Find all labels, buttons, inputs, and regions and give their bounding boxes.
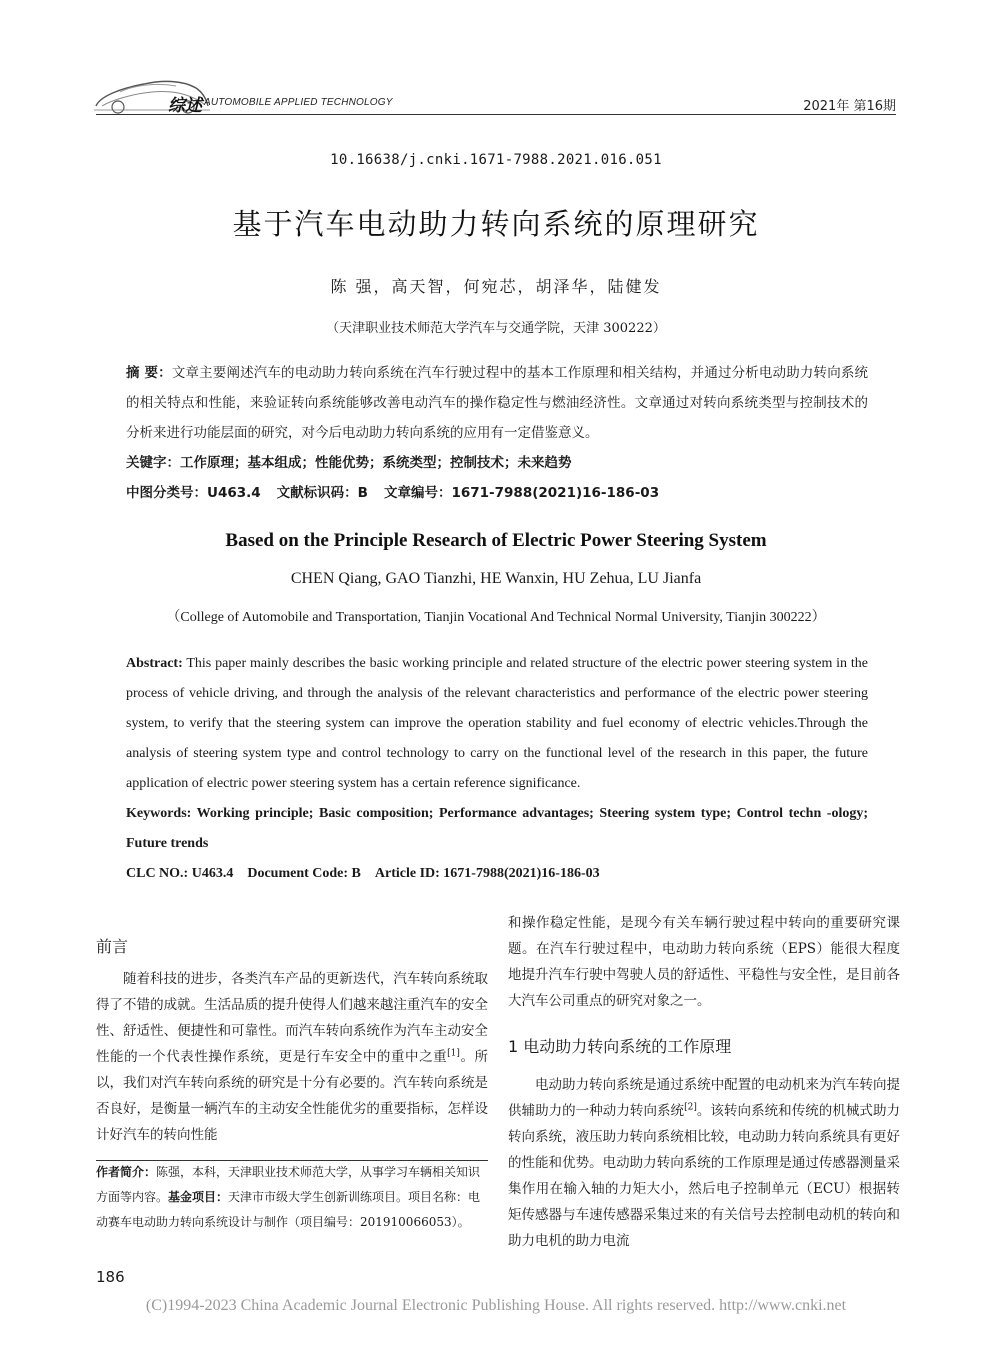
keywords-cn — [126, 448, 868, 478]
journal-name: AUTOMOBILE APPLIED TECHNOLOGY — [204, 97, 393, 108]
title-en: Based on the Principle Research of Electric Power Steering System — [225, 530, 767, 551]
right-column-body — [508, 910, 900, 1014]
section-brand: 综述 — [168, 96, 202, 116]
section-1-body — [508, 1072, 900, 1254]
article-no-cn: 文章编号：1671-7988(2021)16-186-03 — [383, 485, 660, 501]
abstract-en — [126, 649, 868, 799]
left-column-body — [96, 966, 488, 1148]
abstract-cn-text: 文章主要阐述汽车的电动助力转向系统在汽车行驶过程中的基本工作原理和相关结构，并通过分析电动助力转向系统的相关特点和性能，来验证转向系统能够改善电动汽车的操作稳定性与燃油经济性。文章通过对转向系统类型与控制技术的分析来进行功能层面的研究，对今后电动助力转向系统的应用有一定借鉴意义。 — [126, 365, 869, 441]
section-1-paragraph — [508, 1072, 900, 1254]
section-1-text-a: 电动助力转向系统是通过系统中配置的电动机来为汽车转向提供辅助力的一种动力转向系统 — [508, 1077, 900, 1119]
classification-cn — [126, 478, 868, 508]
abstract-cn — [126, 358, 868, 448]
classification-en — [126, 859, 868, 889]
abstract-cn-label: 摘 要： — [126, 365, 172, 381]
abstract-en-text: This paper mainly describes the basic working principle and related structure of the electric power steering system in the process of vehicle driving, and through the analysis of the relevant characteristics and performance of the electric power steering system, to verify that the steering system can improve the operation stability and fuel economy of electric vehicles.Through the analysis of steering system type and control technology to carry on the functional level of the research in this paper, the future application of electric power steering system has a certain reference significance. — [126, 656, 868, 791]
authors-en: CHEN Qiang, GAO Tianzhi, HE Wanxin, HU Zehua, LU Jianfa — [290, 570, 702, 587]
keywords-cn-label: 关键字： — [126, 455, 180, 471]
clc-cn: 中图分类号：U463.4 — [126, 485, 261, 501]
header-divider — [96, 114, 896, 115]
preface-paragraph — [96, 966, 488, 1148]
funding-label: 基金项目： — [168, 1190, 229, 1204]
doc-code-cn: 文献标识码：B — [276, 485, 368, 501]
article-id-en: Article ID: 1671-7988(2021)16-186-03 — [374, 866, 600, 881]
continuation-paragraph: 和操作稳定性能，是现今有关车辆行驶过程中转向的重要研究课题。在汽车行驶过程中，电动助力转向系统（EPS）能很大程度地提升汽车行驶中驾驶人员的舒适性、平稳性与安全性，是目前各大汽车公司重点的研究对象之一。 — [508, 915, 900, 1009]
keywords-cn-text: 工作原理；基本组成；性能优势；系统类型；控制技术；未来趋势 — [180, 455, 572, 471]
copyright-watermark: (C)1994-2023 China Academic Journal Electronic Publishing House. All rights reserved. http://www.cnki.net — [145, 1297, 847, 1314]
funding-text: 天津市市级大学生创新训练项目。项目名称：电动赛车电动助力转向系统设计与制作（项目编号：201910066053）。 — [96, 1190, 481, 1229]
page-number: 186 — [96, 1268, 125, 1286]
abstract-en-label: Abstract: — [126, 656, 183, 671]
title-cn: 基于汽车电动助力转向系统的原理研究 — [232, 207, 760, 241]
author-bio-text: 陈强，本科，天津职业技术师范大学，从事学习车辆相关知识方面等内容。 — [96, 1165, 481, 1204]
author-bio-label: 作者简介： — [96, 1165, 157, 1179]
preface-text-a: 随着科技的进步，各类汽车产品的更新迭代，汽车转向系统取得了不错的成就。生活品质的提升使得人们越来越注重汽车的安全性、舒适性、便捷性和可靠性。而汽车转向系统作为汽车主动安全性能的一个代表性操作系统，更是行车安全中的重中之重 — [96, 971, 488, 1065]
authors-cn: 陈 强，高天智，何宛芯，胡泽华，陆健发 — [330, 277, 662, 296]
preface-text-b: 。所以，我们对汽车转向系统的研究是十分有必要的。汽车转向系统是否良好，是衡量一辆汽车的主动安全性能优劣的重要指标，怎样设计好汽车的转向性能 — [96, 1049, 489, 1143]
reference-1: [1] — [447, 1048, 460, 1059]
affiliation-cn: （天津职业技术师范大学汽车与交通学院，天津 300222） — [326, 321, 666, 336]
section-heading-1: 1 电动助力转向系统的工作原理 — [508, 1037, 732, 1056]
clc-en: CLC NO.: U463.4 — [126, 866, 234, 881]
affiliation-en: （College of Automobile and Transportation, Tianjin Vocational And Technical Normal University, Tianjin 300222） — [166, 610, 826, 625]
reference-2: [2] — [684, 1102, 697, 1113]
doc-code-en: Document Code: B — [247, 866, 361, 881]
keywords-en: Keywords: Working principle; Basic composition; Performance advantages; Steering system type; Control techn -ology; Future trends — [126, 806, 868, 851]
section-heading-preface: 前言 — [96, 937, 129, 956]
footnote — [96, 1160, 488, 1235]
section-1-text-b: 。该转向系统和传统的机械式助力转向系统，液压助力转向系统相比较，电动助力转向系统具有更好的性能和优势。电动助力转向系统的工作原理是通过传感器测量采集作用在输入轴的力矩大小，然后电子控制单元（ECU）根据转矩传感器与车速传感器采集过来的有关信号去控制电动机的转向和助力电机的助力电流 — [508, 1103, 901, 1249]
doi: 10.16638/j.cnki.1671-7988.2021.016.051 — [330, 152, 662, 168]
issue-label: 2021年 第16期 — [803, 99, 896, 114]
